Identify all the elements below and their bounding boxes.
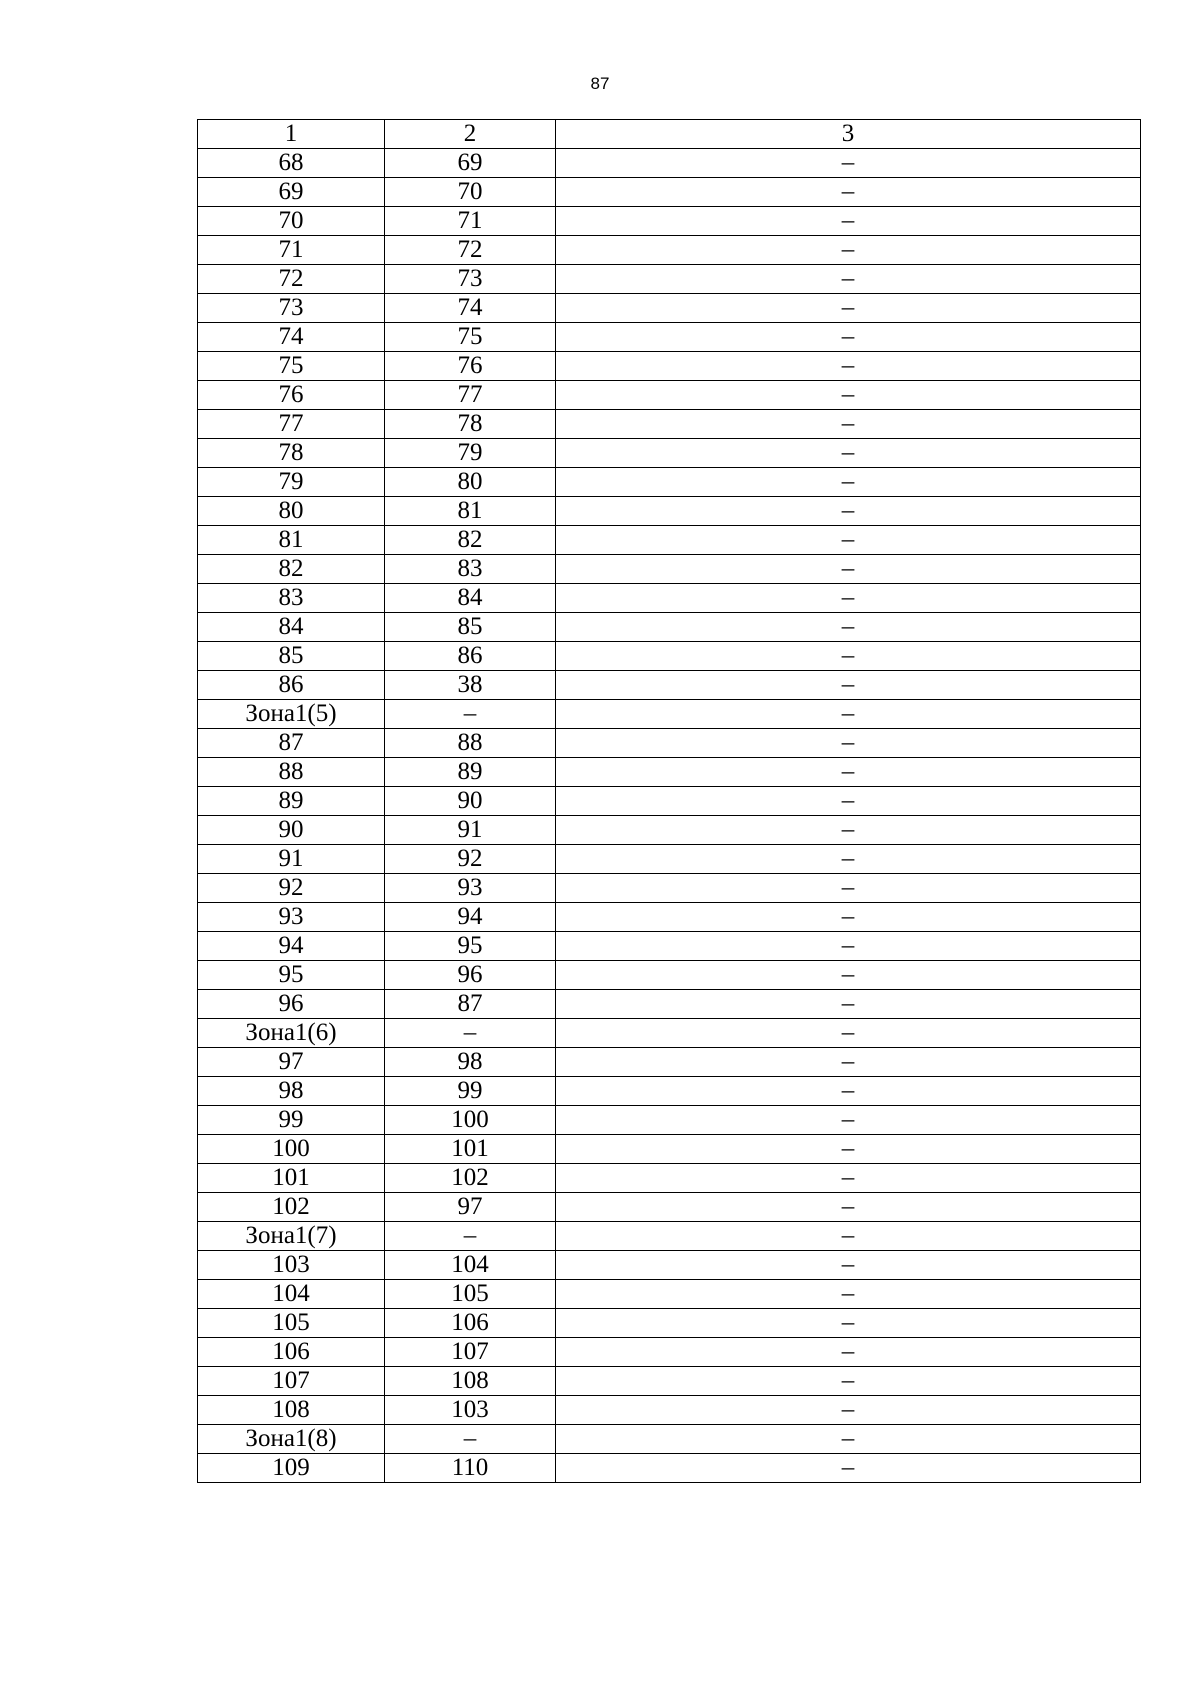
table-cell-col1: 68	[198, 149, 385, 178]
table-cell-col1: 75	[198, 352, 385, 381]
table-cell-col3: –	[556, 468, 1141, 497]
table-row	[198, 990, 1141, 1019]
table-row	[198, 961, 1141, 990]
table-cell-col1: 98	[198, 1077, 385, 1106]
table-cell-col1: 78	[198, 439, 385, 468]
table-cell-col3: –	[556, 1193, 1141, 1222]
table-cell-col2: 88	[385, 729, 556, 758]
table-cell-col3: –	[556, 207, 1141, 236]
table-cell-col3: –	[556, 1135, 1141, 1164]
table-cell-col1: 99	[198, 1106, 385, 1135]
table-cell-col2: 98	[385, 1048, 556, 1077]
table-cell-col1: 96	[198, 990, 385, 1019]
table-cell-col3: –	[556, 758, 1141, 787]
page-number: 87	[590, 74, 610, 93]
table-cell-col2: –	[385, 1425, 556, 1454]
table-row	[198, 1396, 1141, 1425]
table-cell-col3: –	[556, 1454, 1141, 1483]
table-cell-col3: –	[556, 381, 1141, 410]
table-cell-col1: 105	[198, 1309, 385, 1338]
table-cell-col1: 74	[198, 323, 385, 352]
table-cell-col2: 81	[385, 497, 556, 526]
table-row	[198, 526, 1141, 555]
table-cell-col3: –	[556, 729, 1141, 758]
table-cell-col2: –	[385, 1222, 556, 1251]
table-cell-col3: –	[556, 294, 1141, 323]
table-row	[198, 1193, 1141, 1222]
table-row	[198, 381, 1141, 410]
table-row	[198, 410, 1141, 439]
table-row	[198, 1338, 1141, 1367]
table-row	[198, 1222, 1141, 1251]
table-cell-col1: 106	[198, 1338, 385, 1367]
table-cell-col3: –	[556, 1106, 1141, 1135]
table-cell-col2: 105	[385, 1280, 556, 1309]
table-cell-col2: 108	[385, 1367, 556, 1396]
table-cell-col1: 90	[198, 816, 385, 845]
table-cell-col3: –	[556, 178, 1141, 207]
table-cell-col2: 92	[385, 845, 556, 874]
table-row	[198, 1251, 1141, 1280]
table-row	[198, 497, 1141, 526]
table-cell-col2: 74	[385, 294, 556, 323]
table-cell-col1: 77	[198, 410, 385, 439]
table-cell-col2: 99	[385, 1077, 556, 1106]
table-cell-col1: 79	[198, 468, 385, 497]
table-cell-col3: –	[556, 526, 1141, 555]
table-cell-col3: –	[556, 1077, 1141, 1106]
table-cell-col1: 85	[198, 642, 385, 671]
table-cell-col2: 72	[385, 236, 556, 265]
table-cell-col2: 96	[385, 961, 556, 990]
table-cell-col2: 80	[385, 468, 556, 497]
table-cell-col1: 102	[198, 1193, 385, 1222]
table-row	[198, 1309, 1141, 1338]
table-cell-col1: Зона1(6)	[198, 1019, 385, 1048]
table-row	[198, 352, 1141, 381]
table-cell-col1: 104	[198, 1280, 385, 1309]
table-cell-col1: 97	[198, 1048, 385, 1077]
table-row	[198, 816, 1141, 845]
table-row	[198, 1077, 1141, 1106]
table-cell-col1: 88	[198, 758, 385, 787]
table-cell-col1: 103	[198, 1251, 385, 1280]
table-cell-col1: Зона1(8)	[198, 1425, 385, 1454]
table-cell-col2: –	[385, 700, 556, 729]
table-row	[198, 613, 1141, 642]
table-cell-col3: –	[556, 555, 1141, 584]
table-cell-col3: –	[556, 642, 1141, 671]
table-cell-col1: 86	[198, 671, 385, 700]
table-row	[198, 932, 1141, 961]
table-cell-col2: 95	[385, 932, 556, 961]
table-cell-col2: 69	[385, 149, 556, 178]
data-table	[197, 119, 1141, 1483]
table-cell-col2: 79	[385, 439, 556, 468]
table-cell-col1: 72	[198, 265, 385, 294]
table-cell-col2: 100	[385, 1106, 556, 1135]
table-cell-col3: –	[556, 497, 1141, 526]
table-cell-col3: –	[556, 584, 1141, 613]
table-row	[198, 555, 1141, 584]
table-cell-col3: –	[556, 1019, 1141, 1048]
table-row	[198, 236, 1141, 265]
table-cell-col2: –	[385, 1019, 556, 1048]
table-cell-col2: 107	[385, 1338, 556, 1367]
table-cell-col2: 71	[385, 207, 556, 236]
table-cell-col1: Зона1(5)	[198, 700, 385, 729]
table-cell-col2: 38	[385, 671, 556, 700]
table-cell-col3: –	[556, 903, 1141, 932]
table-cell-col2: 110	[385, 1454, 556, 1483]
table-cell-col1: 83	[198, 584, 385, 613]
table-cell-col3: –	[556, 439, 1141, 468]
table-cell-col1: 70	[198, 207, 385, 236]
table-cell-col3: –	[556, 1048, 1141, 1077]
table-cell-col2: 73	[385, 265, 556, 294]
table-cell-col3: –	[556, 700, 1141, 729]
table-row	[198, 1425, 1141, 1454]
table-row	[198, 874, 1141, 903]
table-row	[198, 323, 1141, 352]
table-cell-col3: –	[556, 1251, 1141, 1280]
table-cell-col3: –	[556, 613, 1141, 642]
table-row	[198, 729, 1141, 758]
table-cell-col3: –	[556, 961, 1141, 990]
table-cell-col3: –	[556, 1164, 1141, 1193]
table-cell-col2: 77	[385, 381, 556, 410]
table-cell-col3: –	[556, 1222, 1141, 1251]
table-row	[198, 1367, 1141, 1396]
table-cell-col2: 85	[385, 613, 556, 642]
table-cell-col3: –	[556, 236, 1141, 265]
table-cell-col2: 104	[385, 1251, 556, 1280]
table-cell-col3: –	[556, 1309, 1141, 1338]
table-cell-col1: 91	[198, 845, 385, 874]
table-cell-col1: 94	[198, 932, 385, 961]
table-cell-col1: Зона1(7)	[198, 1222, 385, 1251]
table-cell-col1: 73	[198, 294, 385, 323]
table-body	[198, 120, 1141, 1483]
table-cell-col2: 86	[385, 642, 556, 671]
table-cell-col1: 82	[198, 555, 385, 584]
table-row	[198, 439, 1141, 468]
table-row	[198, 468, 1141, 497]
table-row	[198, 787, 1141, 816]
table-cell-col1: 89	[198, 787, 385, 816]
table-cell-col3: –	[556, 845, 1141, 874]
table-cell-col3: –	[556, 932, 1141, 961]
table-row	[198, 758, 1141, 787]
table-cell-col2: 83	[385, 555, 556, 584]
table-cell-col2: 70	[385, 178, 556, 207]
table-row	[198, 1164, 1141, 1193]
table-row	[198, 1280, 1141, 1309]
table-cell-col1: 109	[198, 1454, 385, 1483]
table-cell-col2: 102	[385, 1164, 556, 1193]
table-row	[198, 178, 1141, 207]
header-cell-3: 3	[556, 120, 1141, 149]
table-cell-col2: 106	[385, 1309, 556, 1338]
table-cell-col1: 71	[198, 236, 385, 265]
table-row	[198, 1048, 1141, 1077]
table-cell-col2: 93	[385, 874, 556, 903]
table-cell-col3: –	[556, 1396, 1141, 1425]
table-cell-col1: 93	[198, 903, 385, 932]
table-row	[198, 265, 1141, 294]
table-cell-col3: –	[556, 671, 1141, 700]
table-cell-col1: 95	[198, 961, 385, 990]
table-cell-col3: –	[556, 1367, 1141, 1396]
table-cell-col3: –	[556, 787, 1141, 816]
table-cell-col2: 76	[385, 352, 556, 381]
table-cell-col2: 103	[385, 1396, 556, 1425]
table-cell-col1: 87	[198, 729, 385, 758]
table-cell-col3: –	[556, 1425, 1141, 1454]
table-cell-col2: 91	[385, 816, 556, 845]
table-cell-col2: 101	[385, 1135, 556, 1164]
table-cell-col3: –	[556, 874, 1141, 903]
table-row	[198, 845, 1141, 874]
table-cell-col3: –	[556, 265, 1141, 294]
table-row	[198, 1019, 1141, 1048]
table-cell-col1: 69	[198, 178, 385, 207]
table-cell-col3: –	[556, 1338, 1141, 1367]
table-cell-col1: 100	[198, 1135, 385, 1164]
table-cell-col3: –	[556, 352, 1141, 381]
table-row	[198, 149, 1141, 178]
table-row	[198, 642, 1141, 671]
table-cell-col1: 76	[198, 381, 385, 410]
table-cell-col1: 84	[198, 613, 385, 642]
table-cell-col3: –	[556, 323, 1141, 352]
table-cell-col2: 75	[385, 323, 556, 352]
table-cell-col2: 89	[385, 758, 556, 787]
table-row	[198, 671, 1141, 700]
table-row	[198, 294, 1141, 323]
table-cell-col1: 92	[198, 874, 385, 903]
table-row	[198, 207, 1141, 236]
table-cell-col3: –	[556, 149, 1141, 178]
table-cell-col1: 101	[198, 1164, 385, 1193]
header-cell-1: 1	[198, 120, 385, 149]
table-cell-col2: 90	[385, 787, 556, 816]
table-row	[198, 1454, 1141, 1483]
table-cell-col2: 87	[385, 990, 556, 1019]
table-cell-col3: –	[556, 410, 1141, 439]
table-cell-col2: 78	[385, 410, 556, 439]
table-cell-col2: 94	[385, 903, 556, 932]
table-cell-col2: 84	[385, 584, 556, 613]
table-cell-col3: –	[556, 816, 1141, 845]
table-header-row	[198, 120, 1141, 149]
table-cell-col2: 82	[385, 526, 556, 555]
table-row	[198, 584, 1141, 613]
table-cell-col1: 81	[198, 526, 385, 555]
table-cell-col1: 108	[198, 1396, 385, 1425]
table-row	[198, 1106, 1141, 1135]
table-cell-col2: 97	[385, 1193, 556, 1222]
header-cell-2: 2	[385, 120, 556, 149]
table-row	[198, 1135, 1141, 1164]
table-cell-col3: –	[556, 1280, 1141, 1309]
table-cell-col3: –	[556, 990, 1141, 1019]
table-row	[198, 700, 1141, 729]
table-row	[198, 903, 1141, 932]
table-cell-col1: 80	[198, 497, 385, 526]
table-cell-col1: 107	[198, 1367, 385, 1396]
